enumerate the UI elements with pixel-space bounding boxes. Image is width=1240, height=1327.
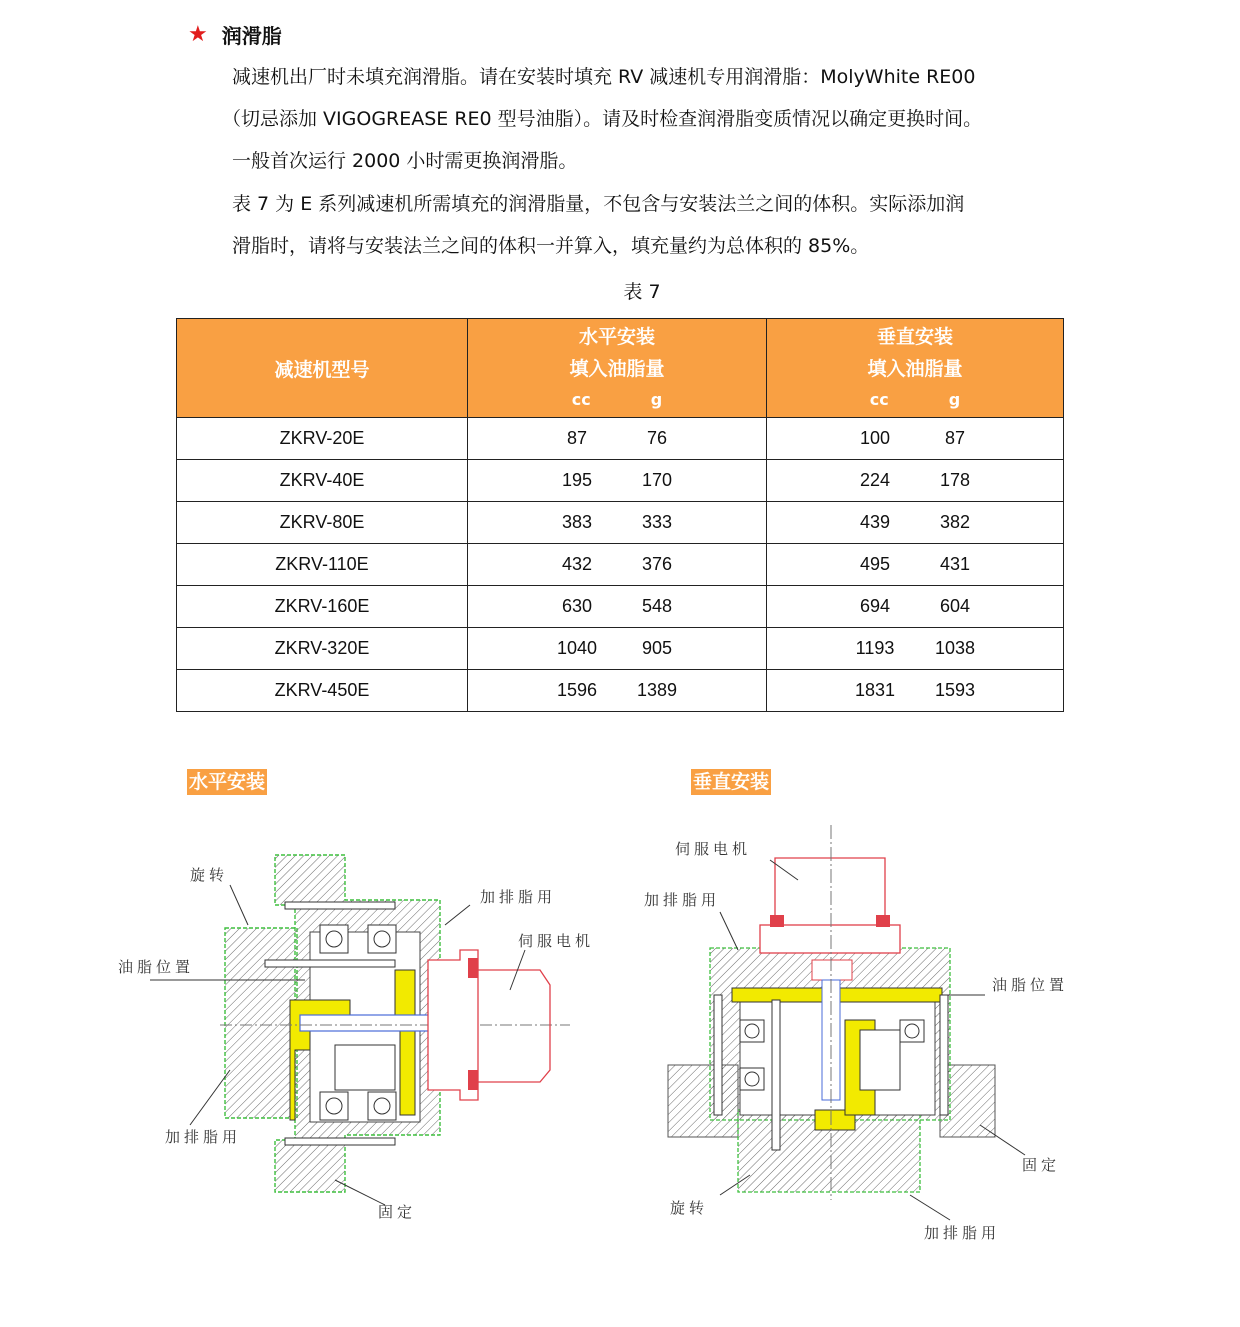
vertical-tag-label: 垂直安装 [693,771,770,793]
h-g-cell: 376 [641,554,673,574]
paragraph-line: （切忌添加 VIGOGREASE RE0 型号油脂）。请及时检查润滑脂变质情况以确定更换时间。 [222,108,983,130]
paragraph-line: 一般首次运行 2000 小时需更换润滑脂。 [232,150,578,172]
label-fill-drain-bottom: 加排脂用 [924,1224,1001,1242]
v-g-cell: 604 [939,596,971,616]
v-g-cell: 87 [944,428,966,448]
vertical-install-drawing [640,820,1100,1250]
v-cc-cell: 694 [859,596,891,616]
paragraph-line: 表 7 为 E 系列减速机所需填充的润滑脂量，不包含与安装法兰之间的体积。实际添加润 [232,193,965,215]
horizontal-tag-label: 水平安装 [189,771,266,793]
table-row [177,418,1064,460]
header-model [177,319,468,418]
table-caption: 表 7 [623,281,661,303]
header-horizontal-sub: 填入油脂量 [569,358,665,380]
model-cell: ZKRV-160E [177,586,468,628]
label-rotate: 旋转 [670,1199,709,1217]
model-cell: ZKRV-40E [177,460,468,502]
table-row [177,544,1064,586]
model-cell: ZKRV-450E [177,670,468,712]
model-cell: ZKRV-110E [177,544,468,586]
v-cc-cell: 1831 [854,680,896,700]
header-horizontal-title: 水平安装 [578,326,655,348]
h-g-cell: 333 [641,512,673,532]
v-g-cell: 431 [939,554,971,574]
v-cc-cell: 1193 [855,638,895,658]
v-g-cell: 1038 [934,638,976,658]
paragraph-line: 滑脂时，请将与安装法兰之间的体积一并算入，填充量约为总体积的 85%。 [232,235,870,257]
h-g-cell: 170 [641,470,673,490]
header-vertical [767,319,1064,418]
h-cc-cell: 195 [561,470,593,490]
figure-tag-vertical [691,767,771,794]
star-icon: ★ [188,22,208,47]
label-fill-drain-bottom: 加排脂用 [165,1128,242,1146]
label-grease-position: 油脂位置 [118,958,195,976]
header-model-label: 减速机型号 [274,358,370,381]
model-cell: ZKRV-80E [177,502,468,544]
h-cc-cell: 432 [561,554,593,574]
label-fill-drain-top: 加排脂用 [644,891,721,909]
h-g-cell: 905 [641,638,673,658]
table-row [177,502,1064,544]
section-title: 润滑脂 [221,24,282,48]
label-servo-motor: 伺服电机 [675,840,752,858]
unit-g: g [948,390,961,409]
unit-cc: cc [869,390,889,409]
paragraph-line: 减速机出厂时未填充润滑脂。请在安装时填充 RV 减速机专用润滑脂：MolyWhite RE00 [232,66,976,88]
h-cc-cell: 1596 [556,680,598,700]
v-g-cell: 382 [939,512,971,532]
h-cc-cell: 383 [561,512,593,532]
model-cell: ZKRV-20E [177,418,468,460]
h-cc-cell: 630 [561,596,593,616]
table-row [177,670,1064,712]
label-servo-motor: 伺服电机 [518,932,595,950]
table-row [177,460,1064,502]
h-g-cell: 1389 [636,680,678,700]
v-g-cell: 1593 [934,680,976,700]
v-cc-cell: 495 [859,554,891,574]
h-g-cell: 548 [641,596,673,616]
section-heading [188,20,282,49]
grease-table [176,318,1064,712]
v-g-cell: 178 [939,470,971,490]
horizontal-install-drawing [110,820,630,1230]
unit-cc: cc [571,390,591,409]
h-cc-cell: 87 [566,428,588,448]
model-cell: ZKRV-320E [177,628,468,670]
v-cc-cell: 439 [859,512,891,532]
table-row [177,586,1064,628]
header-vertical-title: 垂直安装 [876,326,953,348]
h-g-cell: 76 [646,428,668,448]
header-vertical-sub: 填入油脂量 [867,358,963,380]
v-cc-cell: 224 [859,470,891,490]
label-fixed: 固定 [378,1203,417,1221]
table-row [177,628,1064,670]
label-rotate: 旋转 [190,866,229,884]
unit-g: g [650,390,663,409]
label-grease-position: 油脂位置 [992,976,1069,994]
figure-tag-horizontal [187,767,267,794]
header-horizontal [468,319,767,418]
label-fixed: 固定 [1022,1156,1061,1174]
h-cc-cell: 1040 [556,638,598,658]
label-fill-drain-top: 加排脂用 [480,888,557,906]
v-cc-cell: 100 [859,428,891,448]
